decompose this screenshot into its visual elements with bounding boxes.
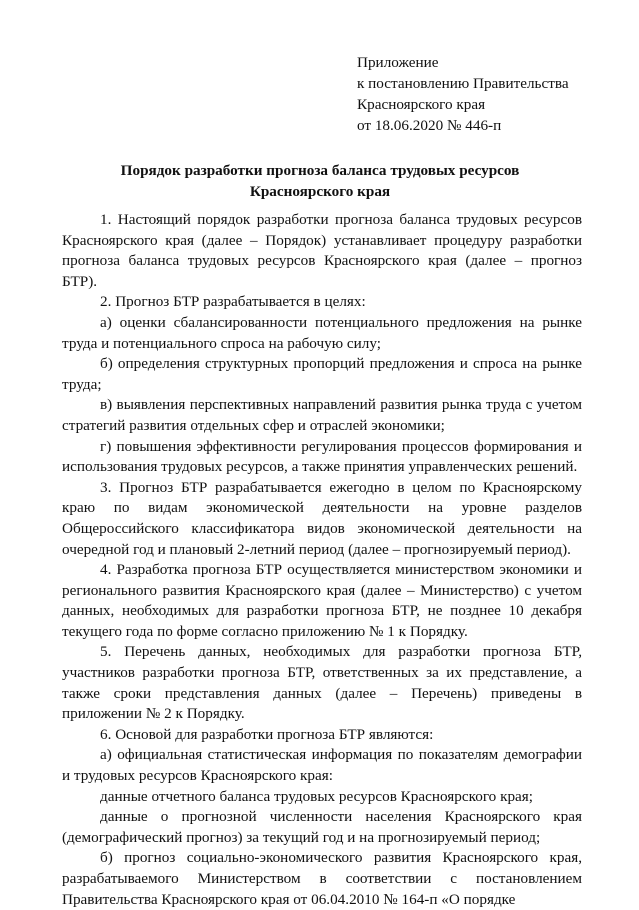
appendix-header — [357, 52, 617, 136]
title-line-1: Порядок разработки прогноза баланса трудовых ресурсов — [120, 162, 520, 179]
document-title — [60, 160, 580, 202]
paragraph-4: 4. Разработка прогноза БТР осуществляется министерством экономики и регионального развития Красноярского края (далее – Министерство) с учетом данных, необходимых для разработки прогноза БТР, не позднее 10 декабря текущего года по форме согласно приложению № 1 к Порядку. — [62, 561, 582, 640]
paragraph-6b: б) прогноз социально-экономического развития Красноярского края, разрабатываемого Министерством в соответствии с постановлением Правительства Красноярского края от 06.04.2010 № 164-п «О порядке — [62, 849, 582, 908]
paragraph-6: 6. Основой для разработки прогноза БТР являются: — [100, 725, 434, 743]
paragraph-1: 1. Настоящий порядок разработки прогноза баланса трудовых ресурсов Красноярского края (далее – Порядок) устанавливает процедуру разработки прогноза баланса трудовых ресурсов Красноярского края (далее – прогноз БТР). — [62, 211, 582, 290]
appendix-line-4: от 18.06.2020 № 446-п — [357, 117, 502, 134]
paragraph-6a-item-1: данные отчетного баланса трудовых ресурсов Красноярского края; — [100, 787, 533, 805]
paragraph-3: 3. Прогноз БТР разрабатывается ежегодно в целом по Красноярскому краю по видам экономической деятельности на уровне разделов Общероссийского классификатора видов экономической деятельности на очередной год и плановый 2-летний период (далее – прогнозируемый период). — [62, 478, 582, 558]
paragraph-5: 5. Перечень данных, необходимых для разработки прогноза БТР, участников разработки прогноза БТР, ответственных за их представление, а также сроки представления данных (далее – Перечень) приведены в приложении № 2 к Порядку. — [62, 643, 582, 723]
appendix-line-1: Приложение — [357, 54, 439, 71]
paragraph-2c: в) выявления перспективных направлений развития рынка труда с учетом стратегий развития отдельных сфер и отраслей экономики; — [62, 396, 582, 434]
title-line-2: Красноярского края — [249, 183, 391, 200]
paragraph-2: 2. Прогноз БТР разрабатывается в целях: — [100, 293, 366, 311]
paragraph-2d: г) повышения эффективности регулирования процессов формирования и использования трудовых ресурсов, а также принятия управленческих решений. — [62, 437, 582, 476]
paragraph-2a: а) оценки сбалансированности потенциального предложения на рынке труда и потенциального спроса на рабочую силу; — [62, 313, 582, 352]
paragraph-2b: б) определения структурных пропорций предложения и спроса на рынке труда; — [62, 355, 582, 393]
appendix-line-3: Красноярского края — [357, 96, 486, 113]
document-body — [62, 210, 582, 910]
appendix-line-2: к постановлению Правительства — [357, 75, 569, 92]
paragraph-6a: а) официальная статистическая информация по показателям демографии и трудовых ресурсов Красноярского края: — [62, 746, 582, 785]
paragraph-6a-item-2: данные о прогнозной численности населения Красноярского края (демографический прогноз) за текущий год и на прогнозируемый период; — [62, 808, 582, 846]
